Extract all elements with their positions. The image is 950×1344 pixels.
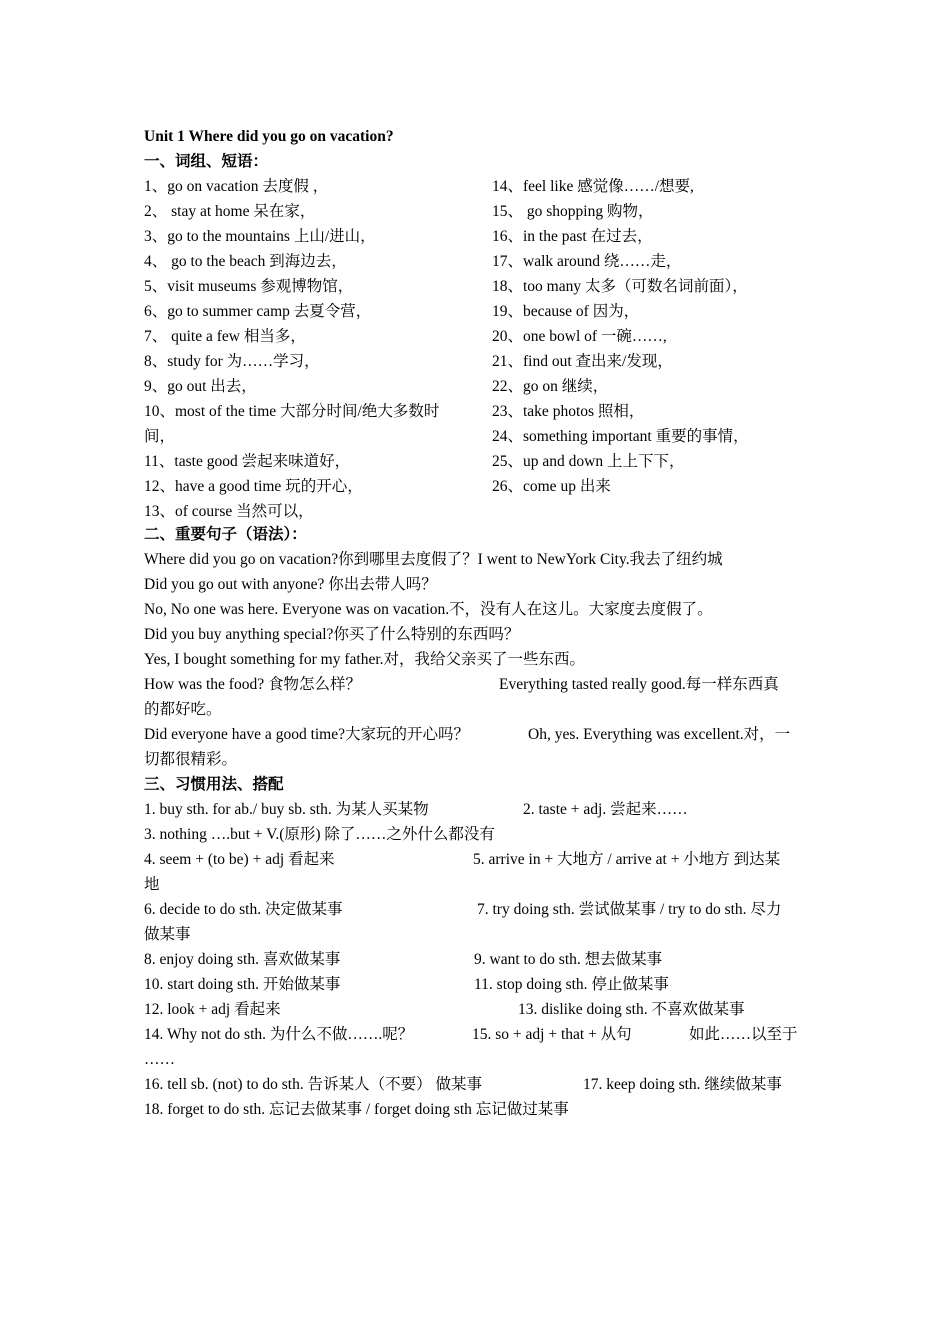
sentence: Yes, I bought something for my father.对，我给父亲买了一些东西。 [144,651,586,668]
usage-row [144,797,807,822]
phrase-list-right [492,174,812,499]
sentence-continuation: 的都好吃。 [144,701,222,718]
sentence-pair [144,722,807,747]
list-item: 5、visit museums 参观博物馆， [144,278,354,295]
usage-row [144,1022,807,1047]
usage-continuation: 地 [144,876,160,893]
list-item: 17、walk around 绕……走， [492,253,682,270]
list-item: 21、find out 查出来/发现， [492,353,673,370]
list-item: 15、 go shopping 购物， [492,203,654,220]
sentence-continuation: 切都很精彩。 [144,751,238,768]
usage-item: 6. decide to do sth. 决定做某事 [144,901,343,918]
list-item: 12、have a good time 玩的开心， [144,478,363,495]
usage-row [144,1072,807,1097]
usage-item: 8. enjoy doing sth. 喜欢做某事 [144,951,341,968]
sentence: No, No one was here. Everyone was on vacation.不，没有人在这儿。大家度去度假了。 [144,601,713,618]
list-item: 3、go to the mountains 上山/进山， [144,228,376,245]
usage-item: 4. seem + (to be) + adj 看起来 [144,851,335,868]
list-item: 25、up and down 上上下下， [492,453,685,470]
usage-row [144,947,807,972]
section2-heading: 二、重要句子（语法）： [144,526,307,543]
list-item: 14、feel like 感觉像……/想要, [492,178,694,195]
usage-item: 如此……以至于 [689,1026,798,1043]
usage-item: 17. keep doing sth. 继续做某事 [583,1076,782,1093]
sentence-question: Did everyone have a good time?大家玩的开心吗？ [144,726,469,743]
usage-item: 2. taste + adj. 尝起来…… [523,801,688,818]
usage-row [144,972,807,997]
page-title: Unit 1 Where did you go on vacation? [144,128,394,145]
section3-heading: 三、习惯用法、搭配 [144,776,284,793]
list-item: 13、of course 当然可以， [144,503,314,520]
list-item: 23、take photos 照相， [492,403,645,420]
usage-row [144,847,807,872]
section1-heading: 一、词组、短语： [144,153,269,170]
sentence: Did you buy anything special?你买了什么特别的东西吗？ [144,626,520,643]
list-item: 2、 stay at home 呆在家， [144,203,316,220]
usage-item: 9. want to do sth. 想去做某事 [474,951,663,968]
usage-item: 15. so + adj + that + 从句 [472,1026,632,1043]
usage-item: 11. stop doing sth. 停止做某事 [474,976,669,993]
list-item: 19、because of 因为， [492,303,640,320]
list-item: 20、one bowl of 一碗……, [492,328,667,345]
sentence-answer: Oh, yes. Everything was excellent.对，一 [528,726,791,743]
usage-item: 12. look + adj 看起来 [144,1001,281,1018]
usage-item: 7. try doing sth. 尝试做某事 / try to do sth. 尽力 [477,901,782,918]
list-item: 26、come up 出来 [492,478,611,495]
sentence-question: How was the food? 食物怎么样？ [144,676,361,693]
usage-row [144,997,807,1022]
list-item: 18、too many 太多（可数名词前面）， [492,278,748,295]
usage-item: 3. nothing ….but + V.(原形) 除了……之外什么都没有 [144,826,495,843]
usage-continuation: 做某事 [144,926,191,943]
usage-item: 1. buy sth. for ab./ buy sb. sth. 为某人买某物 [144,801,429,818]
usage-item: 18. forget to do sth. 忘记去做某事 / forget doing sth 忘记做过某事 [144,1101,569,1118]
usage-item: 13. dislike doing sth. 不喜欢做某事 [518,1001,745,1018]
list-item: 8、study for 为……学习， [144,353,320,370]
usage-item: 14. Why not do sth. 为什么不做…….呢？ [144,1026,414,1043]
usage-continuation: …… [144,1051,175,1068]
usage-item: 10. start doing sth. 开始做某事 [144,976,341,993]
sentence: Where did you go on vacation?你到哪里去度假了？I went to NewYork City.我去了纽约城 [144,551,723,568]
list-item: 9、go out 出去， [144,378,257,395]
list-item: 1、go on vacation 去度假 ， [144,178,329,195]
sentence: Did you go out with anyone? 你出去带人吗？ [144,576,437,593]
usage-row [144,897,807,922]
list-item: 16、in the past 在过去， [492,228,653,245]
phrase-list-left [144,174,474,524]
sentence-answer: Everything tasted really good.每一样东西真 [499,676,779,693]
list-item: 4、 go to the beach 到海边去， [144,253,347,270]
usage-item: 16. tell sb. (not) to do sth. 告诉某人（不要） 做某事 [144,1076,482,1093]
list-item: 10、most of the time 大部分时间/绝大多数时间， [144,403,440,445]
list-item: 11、taste good 尝起来味道好， [144,453,351,470]
list-item: 24、something important 重要的事情， [492,428,749,445]
list-item: 6、go to summer camp 去夏令营， [144,303,372,320]
sentence-pair [144,672,807,697]
list-item: 22、go on 继续， [492,378,609,395]
usage-item: 5. arrive in + 大地方 / arrive at + 小地方 到达某 [473,851,781,868]
list-item: 7、 quite a few 相当多， [144,328,306,345]
